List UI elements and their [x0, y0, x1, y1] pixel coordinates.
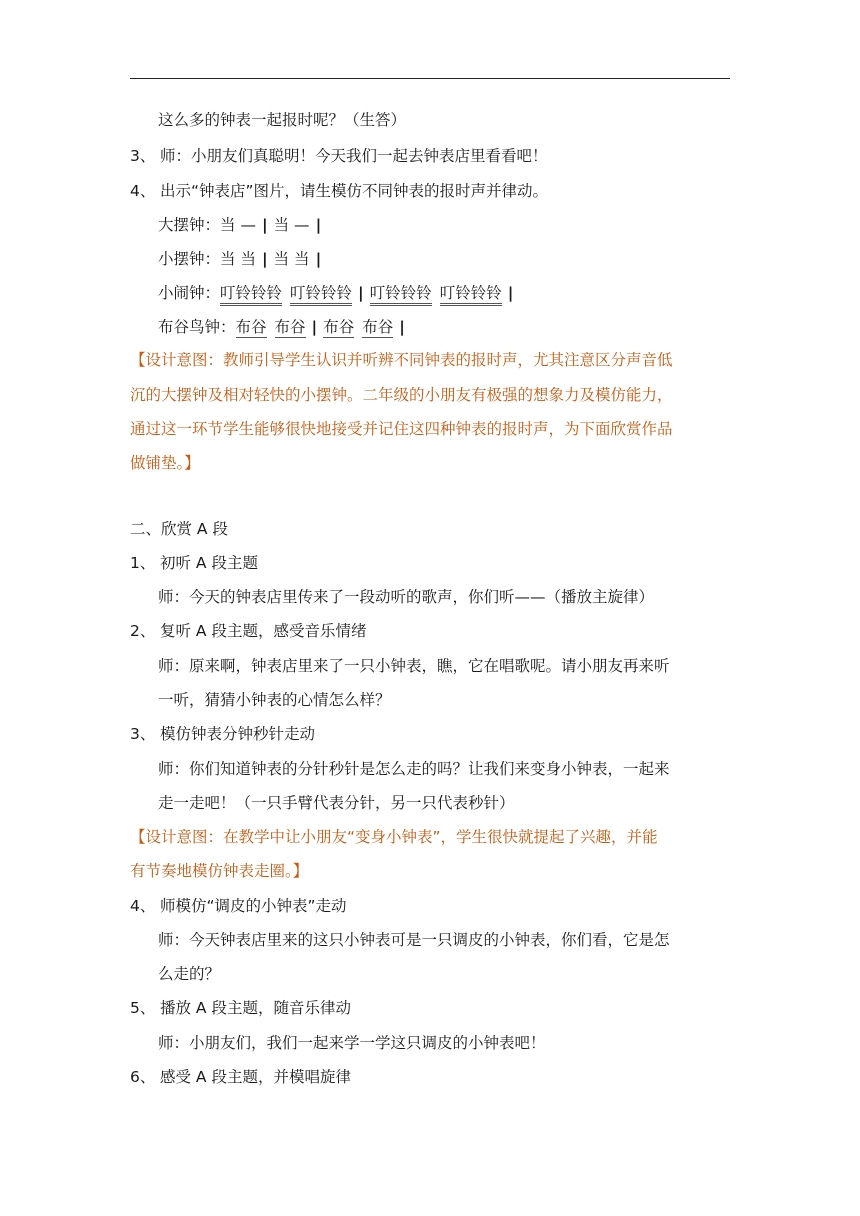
item-number: 3、 — [130, 725, 156, 743]
section-heading: 二、欣赏 A 段 — [130, 520, 228, 538]
bar-line: | — [261, 250, 268, 268]
item-number: 3、 — [130, 147, 156, 165]
item-number: 5、 — [130, 999, 156, 1017]
rhythm-word: 布谷 — [274, 318, 306, 336]
item-number: 4、 — [130, 182, 156, 200]
item-number: 6、 — [130, 1068, 156, 1086]
teacher-line: 师：今天钟表店里来的这只小钟表可是一只调皮的小钟表，你们看，它是怎 — [158, 931, 670, 949]
item-text: 师模仿“调皮的小钟表”走动 — [160, 897, 347, 915]
bar-line: | — [399, 318, 405, 336]
item-number: 4、 — [130, 897, 156, 915]
list-item-3 — [130, 146, 548, 166]
list-item-4 — [130, 181, 548, 201]
teacher-line: 师：小朋友们，我们一起来学一学这只调皮的小钟表吧！ — [158, 1034, 546, 1052]
design-intent-line: 【设计意图：教师引导学生认识并听辨不同钟表的报时声，尤其注意区分声音低 — [130, 351, 673, 369]
rhythm-beat: 当 当 — [273, 250, 310, 268]
bar-line: | — [315, 216, 322, 234]
item-text: 感受 A 段主题，并模唱旋律 — [160, 1068, 351, 1086]
bar-line: | — [507, 284, 514, 302]
item-text: 师：小朋友们真聪明！今天我们一起去钟表店里看看吧！ — [160, 147, 548, 165]
list-item-3b — [130, 724, 315, 744]
rhythm-beat: 当 当 — [220, 250, 256, 268]
item-text: 播放 A 段主题，随音乐律动 — [160, 999, 351, 1017]
teacher-line: 师：原来啊，钟表店里来了一只小钟表，瞧，它在唱歌呢。请小朋友再来听 — [158, 657, 670, 675]
design-intent-line: 做铺垫。】 — [130, 454, 200, 472]
design-intent-line: 通过这一环节学生能够很快地接受并记住这四种钟表的报时声，为下面欣赏作品 — [130, 420, 673, 438]
rhythm-word: 叮铃铃铃 — [220, 284, 282, 306]
rhythm-word: 布谷 — [323, 318, 355, 336]
item-text: 出示“钟表店”图片，请生模仿不同钟表的报时声并律动。 — [160, 182, 549, 200]
list-item-6 — [130, 1067, 351, 1087]
rhythm-word: 布谷 — [362, 318, 394, 336]
teacher-line: 一听，猜猜小钟表的心情怎么样？ — [158, 691, 391, 709]
item-text: 初听 A 段主题 — [160, 554, 258, 572]
rhythm-word: 布谷 — [235, 318, 267, 336]
list-item-2 — [130, 621, 366, 641]
rhythm-word: 叮铃铃铃 — [440, 284, 502, 306]
header-rule — [130, 78, 730, 79]
clock-label: 小摆钟： — [158, 250, 221, 268]
text-line: 这么多的钟表一起报时呢？（生答） — [158, 111, 407, 129]
item-number: 2、 — [130, 622, 156, 640]
item-text: 复听 A 段主题，感受音乐情绪 — [160, 622, 367, 640]
list-item-1 — [130, 553, 258, 573]
rhythm-beat: 当 — — [220, 216, 256, 234]
list-item-4b — [130, 896, 347, 916]
rhythm-beat: 当 — — [273, 216, 310, 234]
teacher-line: 么走的？ — [158, 965, 221, 983]
design-intent-line: 【设计意图：在教学中让小朋友“变身小钟表”，学生很快就提起了兴趣，并能 — [130, 828, 658, 846]
teacher-line: 师：今天的钟表店里传来了一段动听的歌声，你们听——（播放主旋律） — [158, 588, 655, 606]
rhythm-small-pendulum — [158, 249, 327, 269]
bar-line: | — [261, 216, 268, 234]
bar-line: | — [358, 284, 364, 302]
clock-label: 小闹钟： — [158, 284, 221, 302]
teacher-line: 师：你们知道钟表的分针秒针是怎么走的吗？让我们来变身小钟表，一起来 — [158, 760, 670, 778]
rhythm-cuckoo-clock — [158, 317, 411, 337]
rhythm-word: 叮铃铃铃 — [290, 284, 352, 306]
design-intent-line: 沉的大摆钟及相对轻快的小摆钟。二年级的小朋友有极强的想象力及模仿能力， — [130, 386, 673, 404]
design-intent-line: 有节奏地模仿钟表走圈。】 — [130, 862, 309, 880]
rhythm-alarm-clock — [158, 283, 519, 303]
item-text: 模仿钟表分钟秒针走动 — [160, 725, 316, 743]
teacher-line: 走一走吧！（一只手臂代表分针，另一只代表秒针） — [158, 794, 515, 812]
clock-label: 大摆钟： — [158, 216, 221, 234]
bar-line: | — [315, 250, 322, 268]
rhythm-word: 叮铃铃铃 — [370, 284, 432, 306]
rhythm-big-pendulum — [158, 215, 327, 235]
list-item-5 — [130, 998, 351, 1018]
item-number: 1、 — [130, 554, 156, 572]
clock-label: 布谷鸟钟： — [158, 318, 236, 336]
bar-line: | — [311, 318, 318, 336]
